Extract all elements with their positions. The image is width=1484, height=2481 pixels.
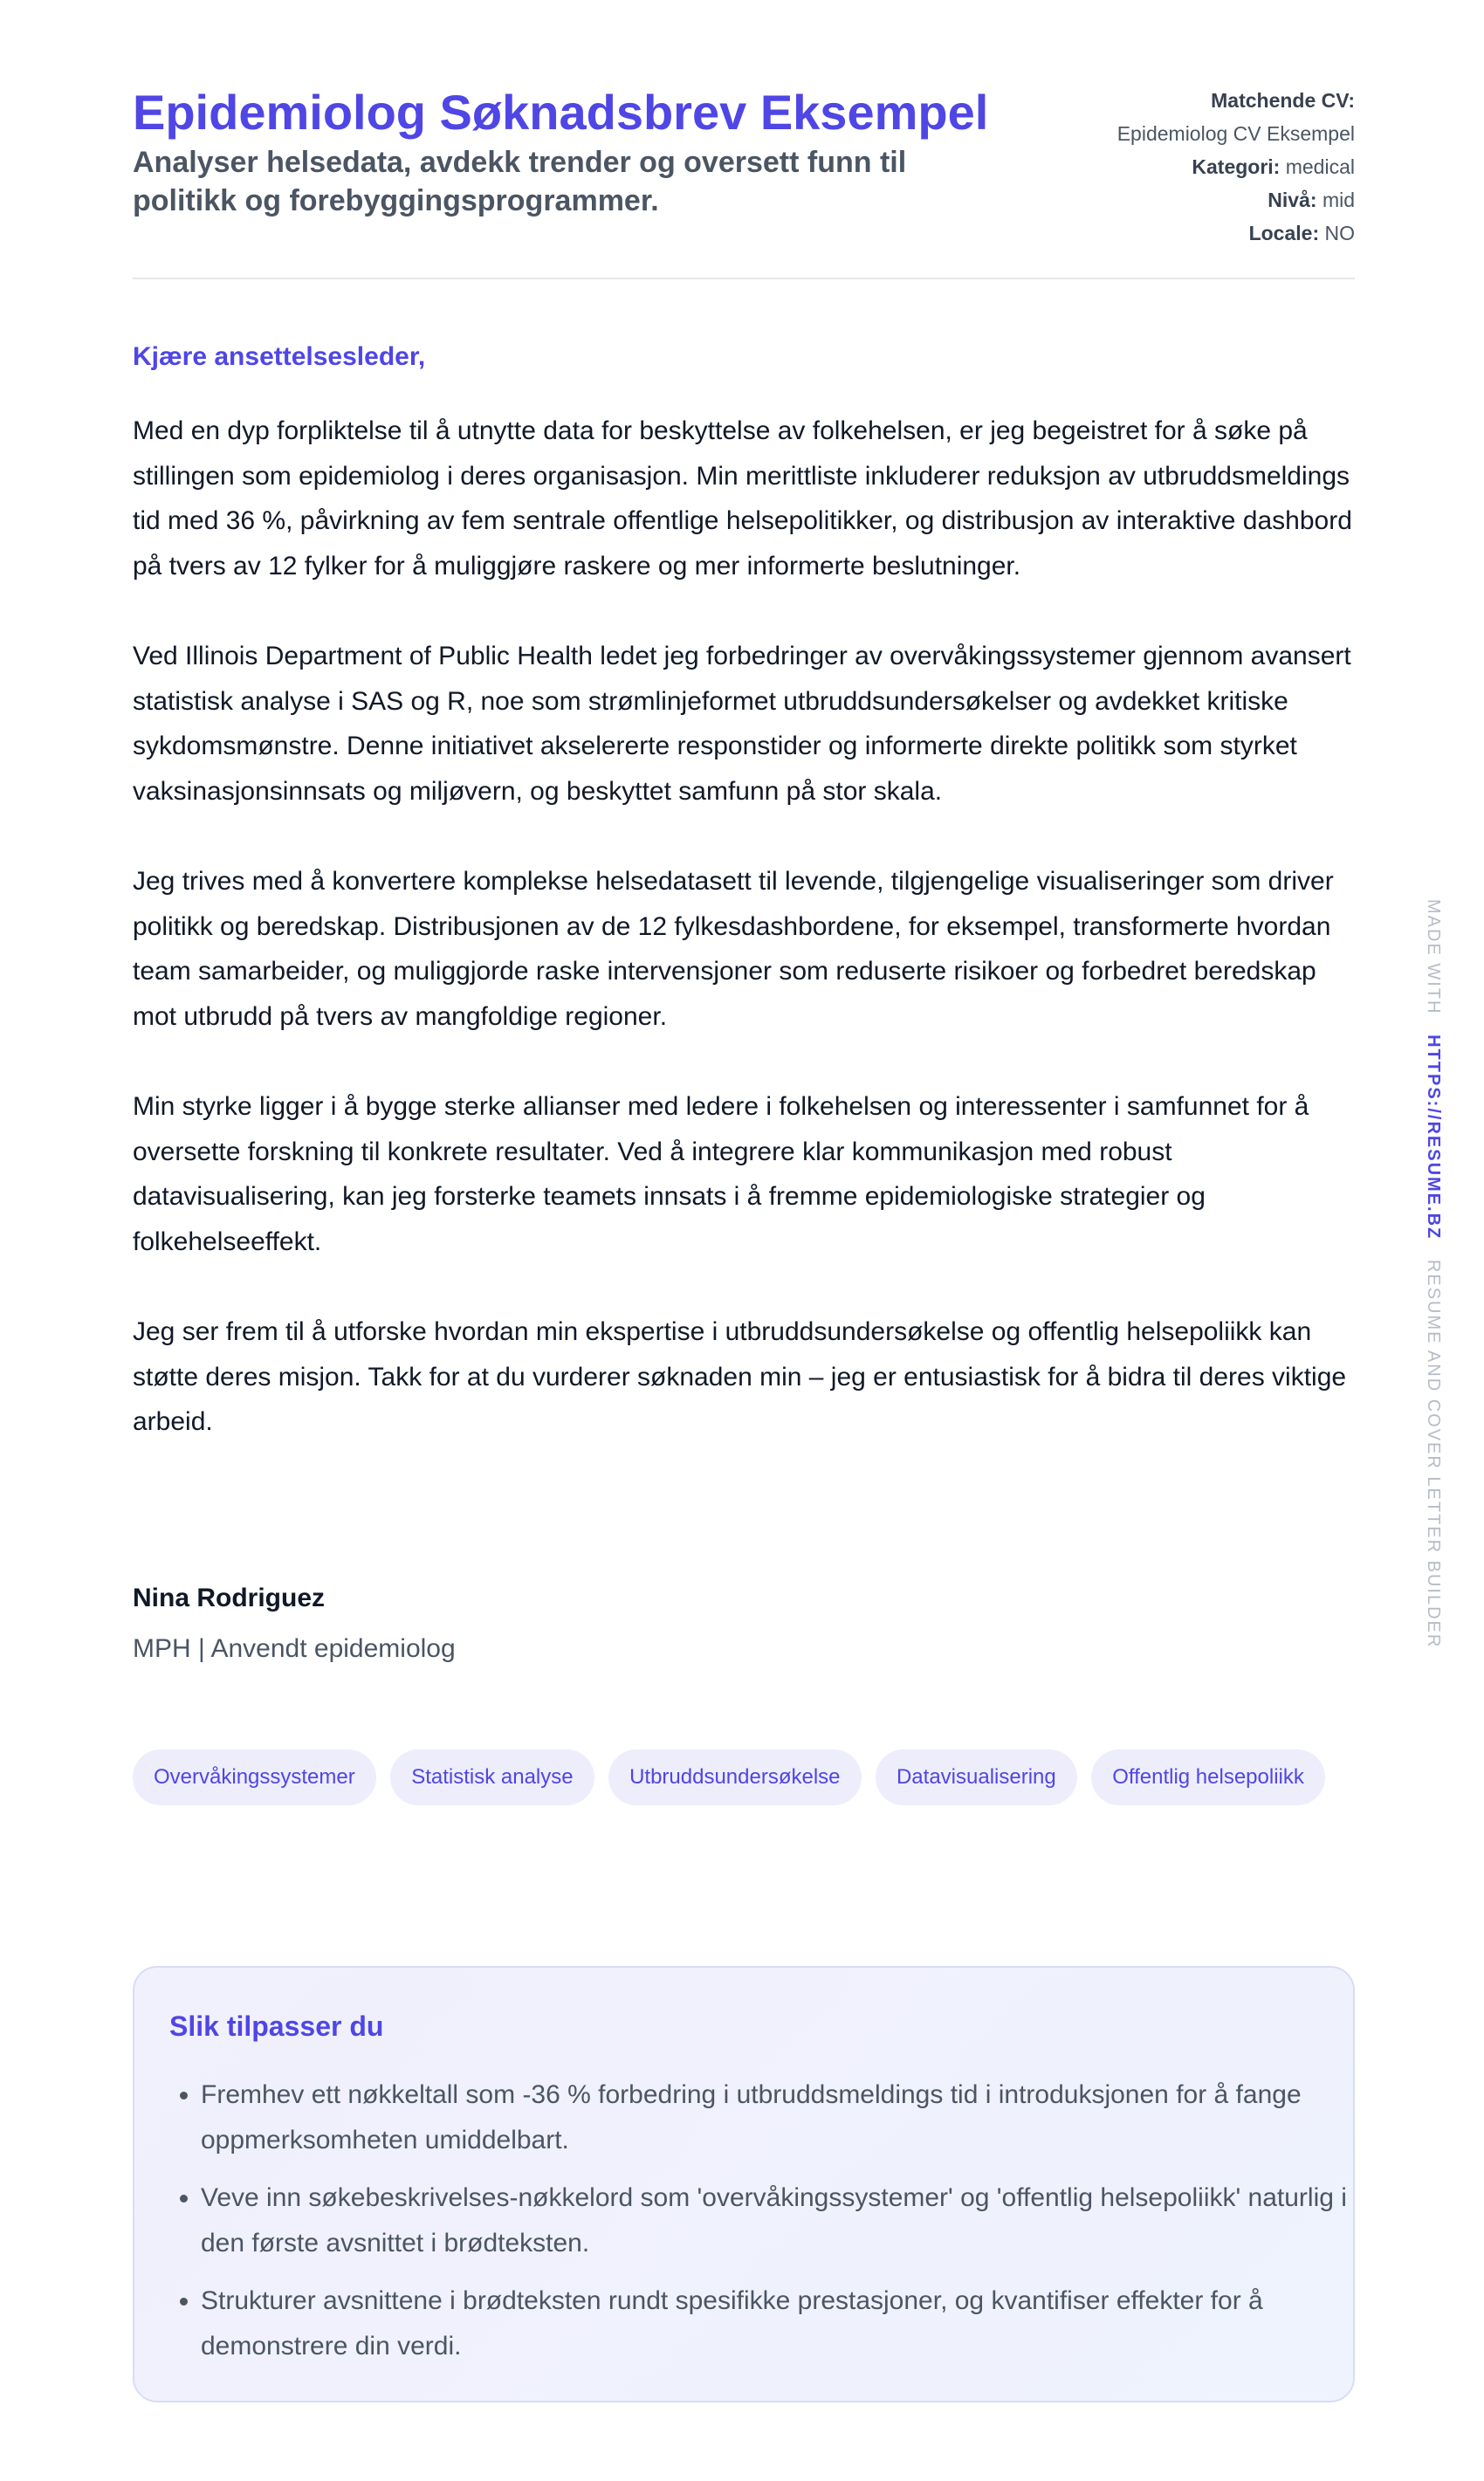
signature — [133, 1580, 456, 1667]
watermark-suffix: RESUME AND COVER LETTER BUILDER — [1424, 1259, 1443, 1649]
header — [133, 82, 1355, 278]
meta-locale-value: NO — [1324, 222, 1355, 244]
meta-category-row — [1117, 150, 1355, 183]
letter-paragraph: Jeg trives med å konvertere komplekse helsedatasett til levende, tilgjengelige visualiseringer som driver politikk og beredskap. Distribusjonen av de 12 fylkesdashbordene, for eksempel, transformerte hvordan team samarbeider, og muliggjorde raske intervensjoner som reduserte risikoer og forbedret beredskap mot utbrudd på tvers av mangfoldige regioner. — [133, 867, 1334, 1031]
meta-locale-row — [1117, 216, 1355, 250]
tips-list — [169, 2072, 1362, 2381]
skill-tags — [133, 1749, 1355, 1819]
letter-paragraph: Jeg ser frem til å utforske hvordan min ekspertise i utbruddsundersøkelse og offentlig helsepoliikk kan støtte deres misjon. Takk for at du vurderer søknaden min – jeg er entusiastisk for å bidra til deres viktige arbeid. — [133, 1317, 1347, 1436]
signature-title: MPH | Anvendt epidemiolog — [133, 1634, 456, 1663]
meta-level-row — [1117, 183, 1355, 216]
meta-locale-label: Locale: — [1248, 222, 1320, 244]
skill-tag[interactable]: Datavisualisering — [876, 1749, 1077, 1805]
signature-name: Nina Rodriguez — [133, 1584, 326, 1612]
meta-info — [1117, 84, 1355, 250]
header-divider — [133, 278, 1355, 279]
meta-matching-cv-label: Matchende CV: — [1211, 89, 1355, 112]
page-subtitle: Analyser helsedata, avdekk trender og oversett funn til politikk og forebyggingsprogrammer. — [133, 146, 907, 217]
skill-tag[interactable]: Overvåkingssystemer — [133, 1749, 376, 1805]
letter-paragraph: Med en dyp forpliktelse til å utnytte data for beskyttelse av folkehelsen, er jeg begeistret for å søke på stillingen som epidemiolog i deres organisasjon. Min merittliste inkluderer reduksjon av utbruddsmeldings tid med 36 %, påvirkning av fem sentrale offentlige helsepolitikker, og distribusjon av interaktive dashbord på tvers av 12 fylker for å muliggjøre raskere og mer informerte beslutninger. — [133, 416, 1352, 581]
meta-level-value: mid — [1322, 189, 1355, 211]
meta-matching-cv-label-row — [1117, 84, 1355, 117]
letter-paragraph: Ved Illinois Department of Public Health ledet jeg forbedringer av overvåkingssystemer gjennom avansert statistisk analyse i SAS og R, noe som strømlinjeformet utbruddsundersøkelser og avdekket kritiske sykdomsmønstre. Denne initiativet akselererte responstider og informerte direkte politikk som styrket vaksinasjonsinnsats og miljøvern, og beskyttet samfunn på stor skala. — [133, 642, 1351, 806]
skill-tag[interactable]: Offentlig helsepoliikk — [1091, 1749, 1325, 1805]
skill-tag[interactable]: Utbruddsundersøkelse — [608, 1749, 861, 1805]
tip-item: • Strukturer avsnittene i brødteksten rundt spesifikke prestasjoner, og kvantifiser effekter for å demonstrere din verdi. — [201, 2278, 1362, 2369]
meta-matching-cv-row — [1117, 117, 1355, 150]
meta-matching-cv-value[interactable]: Epidemiolog CV Eksempel — [1116, 122, 1355, 145]
skill-tag[interactable]: Statistisk analyse — [390, 1749, 594, 1805]
page-title: Epidemiolog Søknadsbrev Eksempel — [133, 85, 989, 140]
tips-box — [133, 1966, 1355, 2402]
watermark-text — [1423, 899, 1443, 1648]
letter-body — [133, 409, 1355, 1490]
letter-paragraph: Min styrke ligger i å bygge sterke allianser med ledere i folkehelsen og interessenter i samfunnet for å oversette forskning til konkrete resultater. Ved å integrere klar kommunikasjon med robust datavisualisering, kan jeg forsterke teamets innsats i å fremme epidemiologiske strategier og folkehelseeffekt. — [133, 1092, 1309, 1256]
watermark-link[interactable]: HTTPS://RESUME.BZ — [1424, 1034, 1443, 1240]
tip-item: • Fremhev ett nøkkeltall som -36 % forbedring i utbruddsmeldings tid i introduksjonen for å fange oppmerksomheten umiddelbart. — [201, 2072, 1362, 2163]
letter-greeting: Kjære ansettelsesleder, — [133, 342, 426, 371]
tips-title: Slik tilpasser du — [169, 2010, 384, 2042]
meta-category-label: Kategori: — [1192, 155, 1281, 178]
meta-level-label: Nivå: — [1268, 189, 1317, 211]
tip-item: • Veve inn søkebeskrivelses-nøkkelord som 'overvåkingssystemer' og 'offentlig helsepoliikk' naturlig i den første avsnittet i brødteksten. — [201, 2175, 1362, 2266]
watermark-prefix: MADE WITH — [1424, 899, 1443, 1015]
watermark-sidebar — [1423, 899, 1444, 1649]
meta-category-value: medical — [1285, 155, 1355, 178]
